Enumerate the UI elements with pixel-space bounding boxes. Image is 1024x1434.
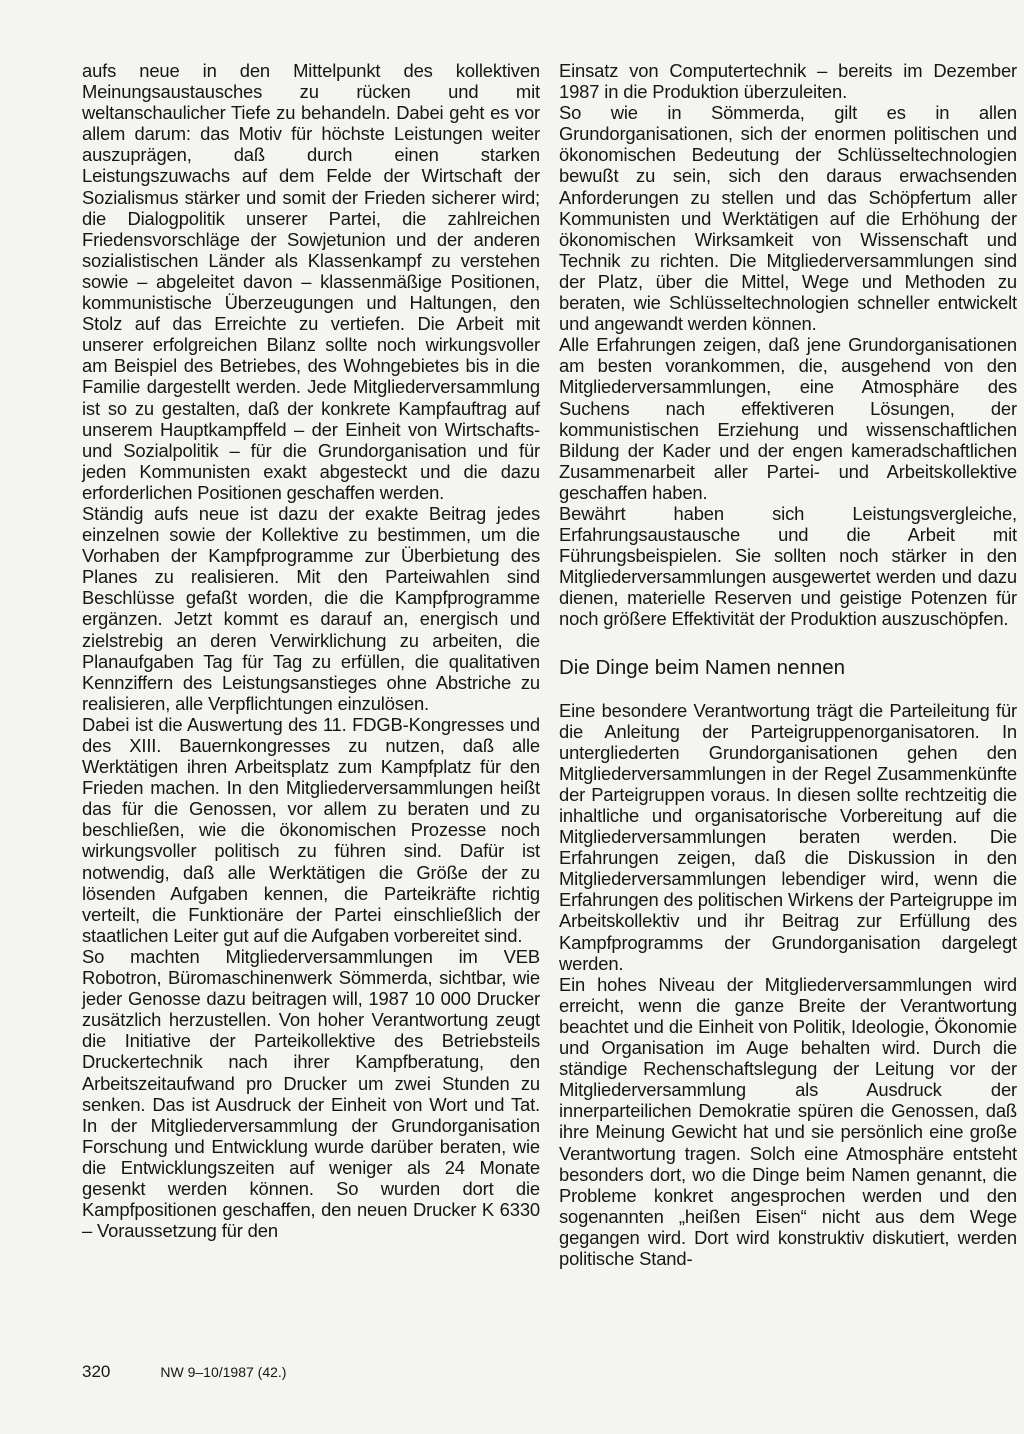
left-column: [82, 60, 540, 1241]
paragraph: So machten Mitgliederversammlungen im VEB Robotron, Büromaschinenwerk Sömmerda, sichtbar, wie jeder Genosse dazu beitragen will, 1987 10 000 Drucker zusätzlich herzustellen. Von hoher Verantwortung zeugt die Initiative der Parteikollektive des Betriebsteils Druckertechnik nach ihrer Kampfberatung, den Arbeitszeitaufwand pro Drucker um zwei Stunden zu senken. Das ist Ausdruck der Einheit von Wort und Tat. In der Mitgliederversammlung der Grundorganisation Forschung und Entwicklung wurde darüber beraten, wie die Entwicklungszeiten auf weniger als 24 Monate gesenkt werden können. So wurden dort die Kampfpositionen geschaffen, den neuen Drucker K 6330 – Voraussetzung für den: [82, 945, 540, 1242]
paragraph: Eine besondere Verantwortung trägt die Parteileitung für die Anleitung der Parteigruppenorganisatoren. In untergliederten Grundorganisationen gehen den Mitgliederversammlungen in der Regel Zusammenkünfte der Parteigruppen voraus. In diesen sollte rechtzeitig die inhaltliche und organisatorische Vorbereitung auf die Mitgliederversammlungen beraten werden. Die Erfahrungen zeigen, daß die Diskussion in den Mitgliederversammlungen lebendiger wird, wenn die Erfahrungen des politischen Wirkens der Parteigruppe im Arbeitskollektiv und ihr Beitrag zur Erfüllung des Kampfprogramms der Grundorganisation dargelegt werden.: [559, 699, 1017, 974]
paragraph: Einsatz von Computertechnik – bereits im Dezember 1987 in die Produktion überzuleiten.: [559, 60, 1017, 103]
paragraph: Ständig aufs neue ist dazu der exakte Beitrag jedes einzelnen sowie der Kollektive zu bestimmen, um die Vorhaben der Kampfprogramme zur Überbietung des Planes zu realisieren. Mit den Parteiwahlen sind Beschlüsse gefaßt worden, die die Kampfprogramme ergänzen. Jetzt kommt es darauf an, energisch und zielstrebig an deren Verwirklichung zu arbeiten, die Planaufgaben Tag für Tag zu erfüllen, die qualitativen Kennziffern des Leistungsanstieges ohne Abstriche zu realisieren, alle Verpflichtungen einzulösen.: [82, 502, 540, 714]
paragraph: Alle Erfahrungen zeigen, daß jene Grundorganisationen am besten vorankommen, die, ausgehend von den Mitgliederversammlungen, eine Atmosphäre des Suchens nach effektiveren Lösungen, der kommunistischen Erziehung und wissenschaftlichen Bildung der Kader und der engen kameradschaftlichen Zusammenarbeit aller Partei- und Arbeitskollektive geschaffen haben.: [559, 334, 1017, 503]
section-heading: Die Dinge beim Namen nennen: [559, 655, 846, 679]
paragraph: Ein hohes Niveau der Mitgliederversammlungen wird erreicht, wenn die ganze Breite der Verantwortung beachtet und die Einheit von Politik, Ideologie, Ökonomie und Organisation im Auge behalten wird. Durch die ständige Rechenschaftslegung der Leitung vor der Mitgliederversammlung als Ausdruck der innerparteilichen Demokratie spüren die Genossen, daß ihre Meinung Gewicht hat und sie persönlich eine große Verantwortung tragen. Solch eine Atmosphäre entsteht besonders dort, wo die Dinge beim Namen genannt, die Probleme konkret angesprochen werden und den sogenannten „heißen Eisen“ nicht aus dem Wege gegangen wird. Dort wird konstruktiv diskutiert, werden politische Stand-: [559, 973, 1017, 1269]
paragraph: So wie in Sömmerda, gilt es in allen Grundorganisationen, sich der enormen politischen und ökonomischen Bedeutung der Schlüsseltechnologien bewußt zu sein, sich den daraus erwachsenden Anforderungen zu stellen und das Schöpfertum aller Kommunisten und Werktätigen auf die Erhöhung der ökonomischen Wirksamkeit von Wissenschaft und Technik zu richten. Die Mitgliederversammlungen sind der Platz, über die Mittel, Wege und Methoden zu beraten, wie Schlüsseltechnologien schneller entwickelt und angewandt werden können.: [559, 102, 1017, 335]
paragraph: Dabei ist die Auswertung des 11. FDGB-Kongresses und des XIII. Bauernkongresses zu nutzen, daß alle Werktätigen ihren Arbeitsplatz zum Kampfplatz für den Frieden machen. In den Mitgliederversammlungen heißt das für die Genossen, vor allem zu beraten und zu beschließen, wie die ökonomischen Prozesse noch wirkungsvoller politisch zu führen sind. Dafür ist notwendig, daß alle Werktätigen die Größe der zu lösenden Aufgaben kennen, die Parteikräfte richtig verteilt, die Funktionäre der Partei einschließlich der staatlichen Leiter gut auf die Aufgaben vorbereitet sind.: [82, 713, 540, 946]
paragraph: aufs neue in den Mittelpunkt des kollektiven Meinungsaustausches zu rücken und mit weltanschaulicher Tiefe zu behandeln. Dabei geht es vor allem darum: das Motiv für höchste Leistungen weiter auszuprägen, daß durch einen starken Leistungszuwachs auf dem Felde der Wirtschaft der Sozialismus stärker und somit der Frieden sicherer wird; die Dialogpolitik unserer Partei, die zahlreichen Friedensvorschläge der Sowjetunion und der anderen sozialistischen Länder als Klassenkampf zu verstehen sowie – abgeleitet davon – klassenmäßige Positionen, kommunistische Überzeugungen und Haltungen, den Stolz auf das Erreichte zu vertiefen. Die Arbeit mit unserer erfolgreichen Bilanz sollte noch wirkungsvoller am Beispiel des Betriebes, des Wohngebietes bis in die Familie dargestellt werden. Jede Mitgliederversammlung ist so zu gestalten, daß der konkrete Kampfauftrag auf unserem Hauptkampffeld – der Einheit von Wirtschafts- und Sozialpolitik – für die Grundorganisation und für jeden Kommunisten exakt abgesteckt und die dazu erforderlichen Positionen geschaffen werden.: [82, 60, 540, 503]
right-column: [559, 60, 1017, 1269]
publication-citation: NW 9–10/1987 (42.): [160, 1364, 287, 1380]
page-number: 320: [82, 1362, 111, 1381]
page-footer: [82, 1362, 286, 1382]
paragraph: Bewährt haben sich Leistungsvergleiche, Erfahrungsaustausche und die Arbeit mit Führungsbeispielen. Sie sollten noch stärker in den Mitgliederversammlungen ausgewertet werden und dazu dienen, materielle Reserven und geistige Potenzen für noch größere Effektivität der Produktion auszuschöpfen.: [559, 502, 1017, 630]
